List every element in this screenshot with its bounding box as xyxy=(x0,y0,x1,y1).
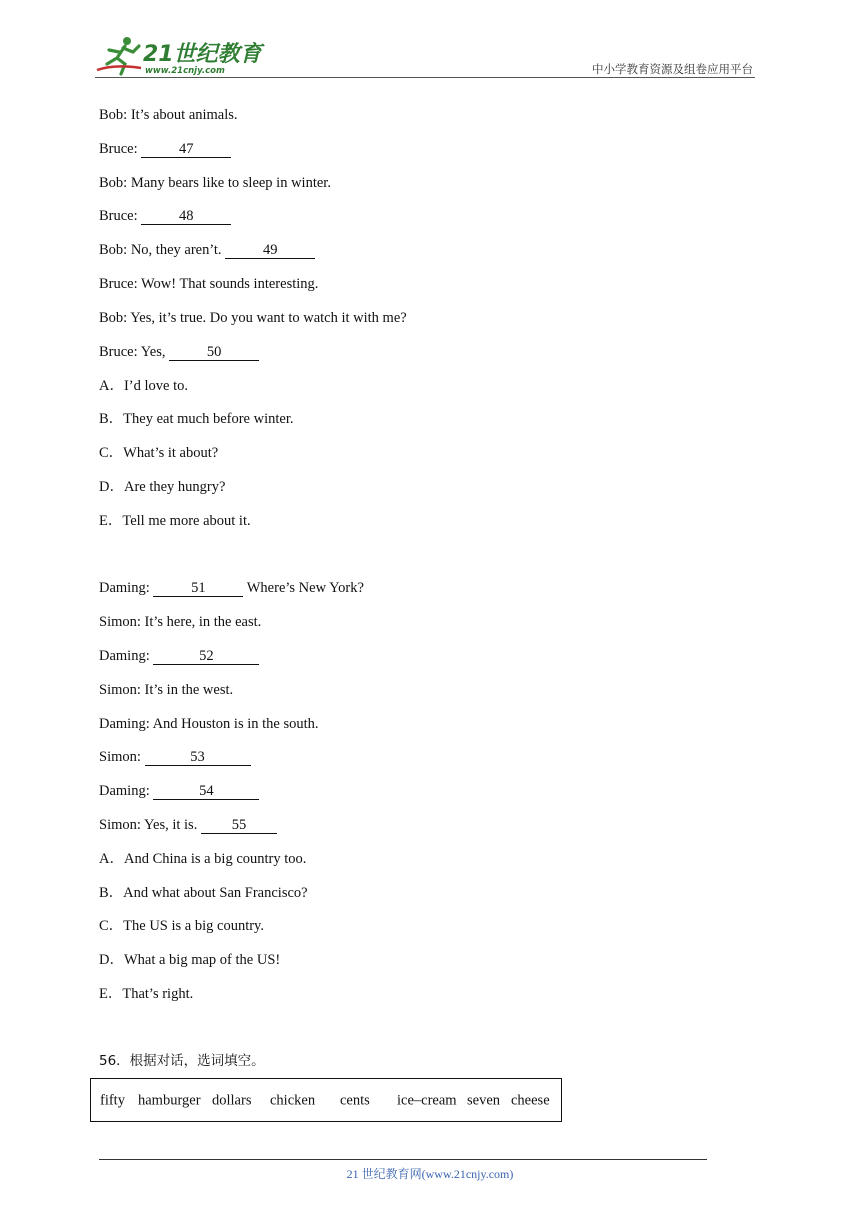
answer-blank[interactable]: 47 xyxy=(141,142,231,158)
answer-blank[interactable]: 55 xyxy=(201,818,277,834)
site-logo xyxy=(95,34,265,76)
dialogue-line: Bob: Many bears like to sleep in winter. xyxy=(99,175,331,191)
option-a: A．And China is a big country too. xyxy=(99,851,307,867)
dialogue-line: Simon: 53 xyxy=(99,748,251,766)
dialogue-line: Simon: It’s here, in the east. xyxy=(99,614,262,630)
option-e: E．That’s right. xyxy=(99,986,194,1002)
answer-blank[interactable]: 53 xyxy=(145,750,251,766)
dialogue-line: Daming: 51 Where’s New York? xyxy=(99,580,364,596)
answer-blank[interactable]: 50 xyxy=(169,345,259,361)
dialogue-line: Bruce: 47 xyxy=(99,140,231,158)
dialogue-line: Bob: Yes, it’s true. Do you want to watch it with me? xyxy=(99,310,407,326)
dialogue-line: Daming: And Houston is in the south. xyxy=(99,716,319,732)
svg-text:21世纪教育: 21世纪教育 xyxy=(143,42,262,67)
option-a: A．I’d love to. xyxy=(99,378,188,394)
word-bank-item: fifty xyxy=(100,1092,125,1109)
word-bank-item: seven xyxy=(467,1092,501,1109)
word-bank-item: hamburger xyxy=(138,1092,201,1109)
dialogue-line: Bruce: Wow! That sounds interesting. xyxy=(99,276,319,292)
page-header xyxy=(95,34,755,78)
word-bank-box xyxy=(90,1078,562,1122)
runner-logo-icon xyxy=(95,34,265,76)
answer-blank[interactable]: 48 xyxy=(141,209,231,225)
answer-blank[interactable]: 52 xyxy=(153,649,259,665)
option-c: C．What’s it about? xyxy=(99,445,219,461)
dialogue-line: Bob: No, they aren’t. 49 xyxy=(99,241,315,259)
svg-text:www.21cnjy.com: www.21cnjy.com xyxy=(145,66,225,76)
platform-tagline: 中小学教育资源及组卷应用平台 xyxy=(592,62,753,76)
question-56-title: 56．根据对话，选词填空。 xyxy=(99,1053,265,1069)
dialogue-line: Simon: It’s in the west. xyxy=(99,682,234,698)
dialogue-line: Daming: 52 xyxy=(99,647,259,665)
word-bank-item: ice–cream xyxy=(397,1092,457,1109)
answer-blank[interactable]: 54 xyxy=(153,784,259,800)
word-bank-item: chicken xyxy=(270,1092,316,1109)
dialogue-line: Bruce: Yes, 50 xyxy=(99,343,259,361)
word-bank-item: dollars xyxy=(212,1092,252,1109)
option-b: B．And what about San Francisco? xyxy=(99,885,308,901)
dialogue-line: Daming: 54 xyxy=(99,782,259,800)
dialogue-line: Simon: Yes, it is. 55 xyxy=(99,816,277,834)
dialogue-line: Bob: It’s about animals. xyxy=(99,107,238,123)
option-d: D．Are they hungry? xyxy=(99,479,226,495)
word-bank-item: cents xyxy=(340,1092,370,1109)
footer-divider xyxy=(99,1159,707,1160)
footer-site-link[interactable]: 21 世纪教育网(www.21cnjy.com) xyxy=(346,1167,514,1181)
answer-blank[interactable]: 51 xyxy=(153,581,243,597)
option-d: D．What a big map of the US! xyxy=(99,952,281,968)
answer-blank[interactable]: 49 xyxy=(225,243,315,259)
dialogue-line: Bruce: 48 xyxy=(99,207,231,225)
option-c: C．The US is a big country. xyxy=(99,918,264,934)
option-b: B．They eat much before winter. xyxy=(99,411,294,427)
option-e: E．Tell me more about it. xyxy=(99,513,251,529)
word-bank-item: cheese xyxy=(511,1092,550,1109)
header-divider xyxy=(95,77,755,78)
